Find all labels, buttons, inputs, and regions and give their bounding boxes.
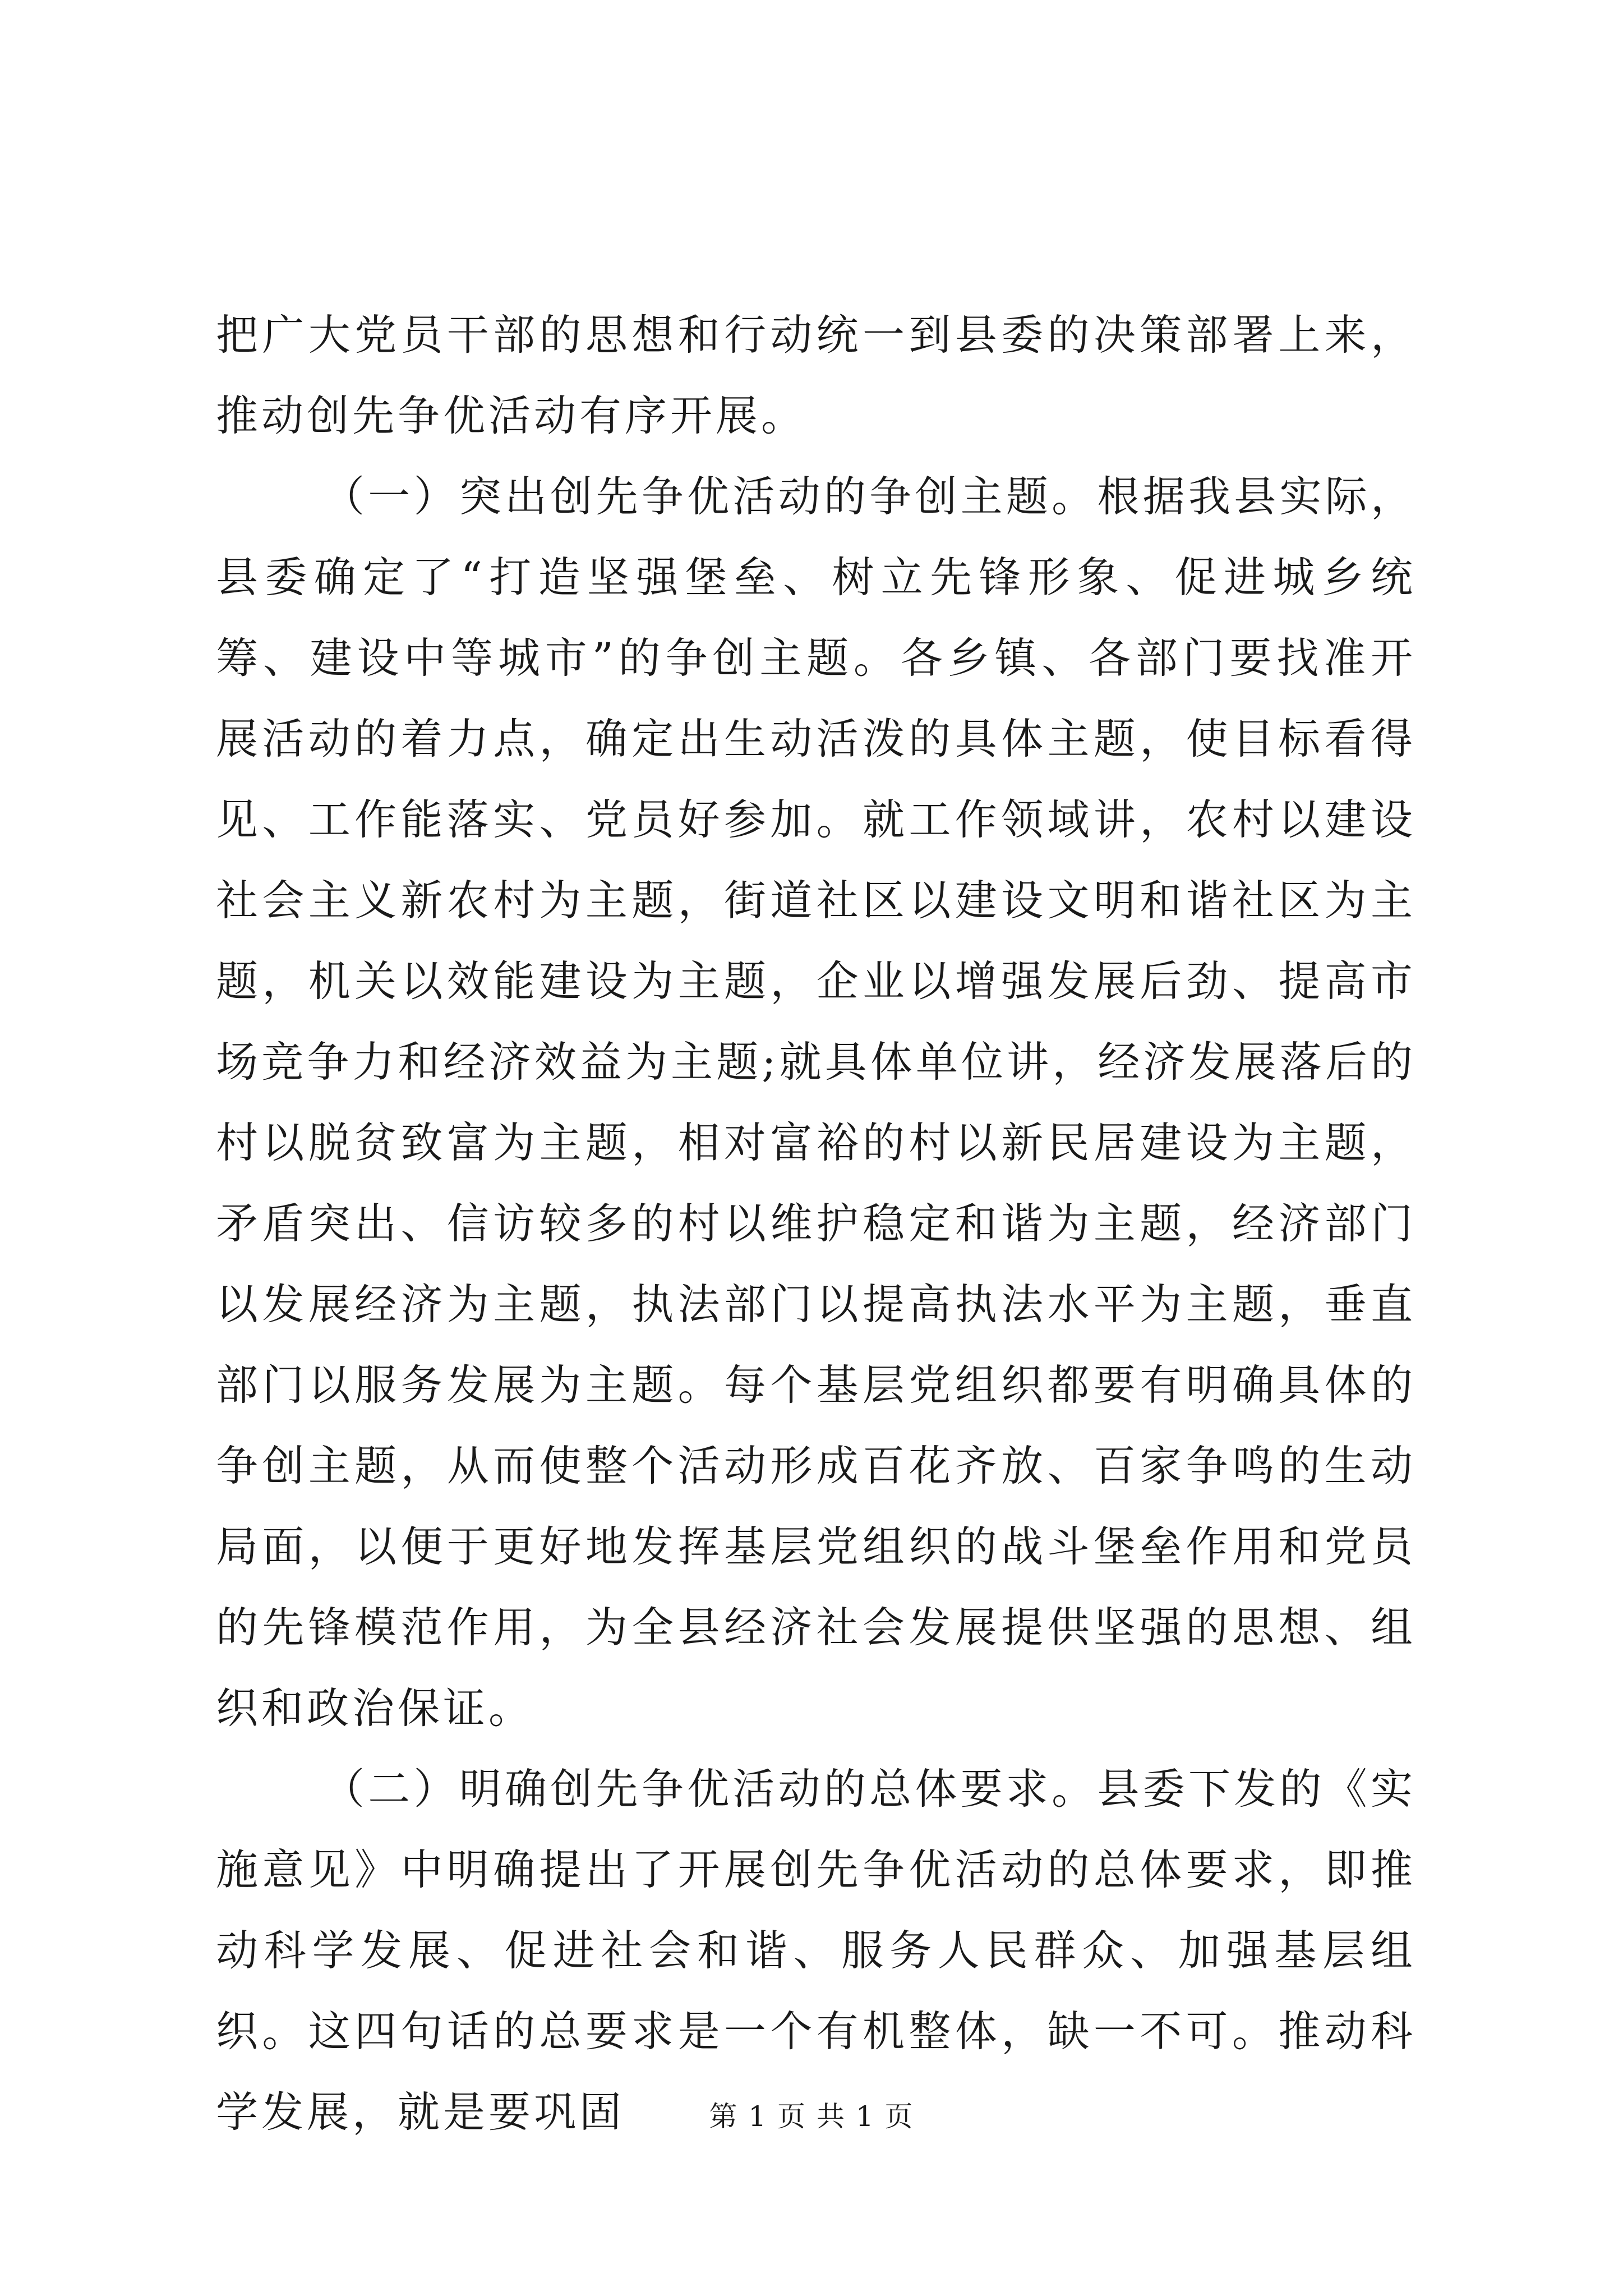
paragraph-section-two: （二）明确创先争优活动的总体要求。县委下发的《实施意见》中明确提出了开展创先争优活动的总体要求，即推动科学发展、促进社会和谐、服务人民群众、加强基层组织。这四句话的总要求是一个有机整体，缺一不可。推动科学发展，就是要巩固 <box>216 1764 1416 2137</box>
paragraph-section-one: （一）突出创先争优活动的争创主题。根据我县实际，县委确定了“打造坚强堡垒、树立先锋形象、促进城乡统筹、建设中等城市”的争创主题。各乡镇、各部门要找准开展活动的着力点，确定出生动活泼的具体主题，使目标看得见、工作能落实、党员好参加。就工作领域讲，农村以建设社会主义新农村为主题，街道社区以建设文明和谐社区为主题，机关以效能建设为主题，企业以增强发展后劲、提高市场竞争力和经济效益为主题;就具体单位讲，经济发展落后的村以脱贫致富为主题，相对富裕的村以新民居建设为主题，矛盾突出、信访较多的村以维护稳定和谐为主题，经济部门以发展经济为主题，执法部门以提高执法水平为主题，垂直部门以服务发展为主题。每个基层党组织都要有明确具体的争创主题，从而使整个活动形成百花齐放、百家争鸣的生动局面，以便于更好地发挥基层党组织的战斗堡垒作用和党员的先锋模范作用，为全县经济社会发展提供坚强的思想、组织和政治保证。 <box>216 472 1416 1733</box>
document-body <box>216 295 1416 2152</box>
page-footer: 第 1 页 共 1 页 <box>709 2100 914 2133</box>
paragraph-continuation: 把广大党员干部的思想和行动统一到县委的决策部署上来，推动创先争优活动有序开展。 <box>216 310 1416 440</box>
